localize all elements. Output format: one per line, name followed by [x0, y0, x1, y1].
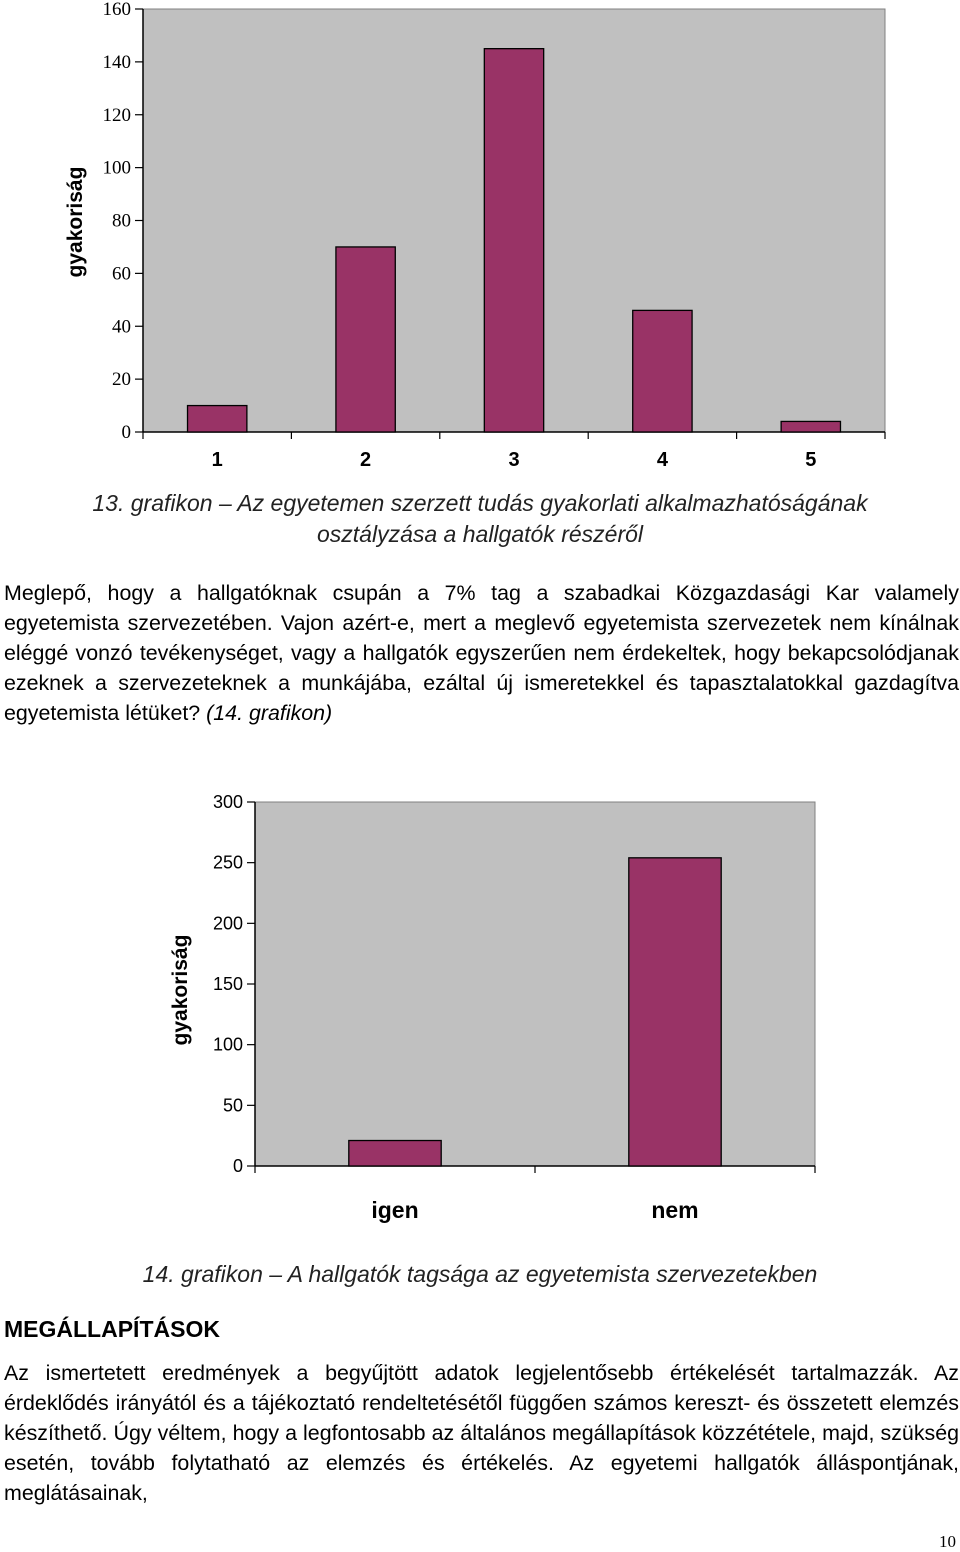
chart14-y-tick-label: 300 [212, 792, 243, 812]
chart14-plot-area [255, 802, 815, 1166]
chart14-y-tick-label: 150 [212, 974, 243, 994]
paragraph-1-ref: (14. grafikon) [206, 701, 333, 725]
chart13-x-tick-label: 3 [508, 449, 520, 471]
chart13-x-tick-label: 4 [656, 449, 668, 471]
chart14-y-tick-label: 100 [212, 1034, 243, 1055]
chart14-x-tick-label: nem [651, 1197, 699, 1223]
chart-14-caption: 14. grafikon – A hallgatók tagsága az egyetemista szervezetekben [142, 1261, 818, 1287]
paragraph-1-text: Meglepő, hogy a hallgatóknak csupán a 7% tag a szabadkai Közgazdasági Kar valamely egyetemista szervezetében. Vajon azért-e, mert a meglevő egyetemista szervezetek nem kínálnak eléggé vonzó tevékenységet, vagy a hallgatók egyszerűen nem érdekeltek, hogy bekapcsolódjanak ezeknek a szervezeteknek a munkájába, ezáltal új ismeretekkel és tapasztalatokkal gazdagítva egyetemista létüket? [4, 581, 959, 725]
section-heading: MEGÁLLAPÍTÁSOK [4, 1316, 220, 1342]
chart13-y-axis-label: gyakoriság [64, 166, 87, 278]
chart14-y-tick-label: 0 [232, 1156, 243, 1176]
chart13-x-tick-label: 2 [360, 449, 372, 471]
chart14-y-tick-label: 200 [212, 913, 243, 934]
chart13-x-tick-label: 5 [805, 449, 817, 471]
chart13-y-tick-label: 160 [102, 0, 131, 20]
chart14-y-tick-label: 50 [222, 1095, 243, 1116]
paragraph-2: Az ismertetett eredmények a begyűjtött adatok legjelentősebb értékelését tartalmazzák. Az érdeklődés irányától és a tájékoztató rendeltetésétől függően számos kereszt- és összetett elemzés készíthető. Úgy véltem, hogy a legfontosabb az általános megállapítások közzététele, majd, szükség esetén, tovább folytatható az elemzés és értékelés. Az egyetemi hallgatók álláspontjának, meglátásainak, [4, 1361, 959, 1505]
chart13-y-tick-label: 100 [102, 157, 131, 179]
chart-13-caption-line1: 13. grafikon – Az egyetemen szerzett tudás gyakorlati alkalmazhatóságának [92, 490, 868, 516]
chart13-y-tick-label: 60 [112, 263, 131, 285]
chart13-x-tick-label: 1 [211, 449, 223, 471]
chart14-y-tick-label: 250 [212, 852, 243, 873]
chart13-y-tick-label: 140 [102, 51, 131, 73]
chart13-y-tick-label: 120 [102, 104, 131, 126]
chart14-y-axis-label: gyakoriság [169, 934, 192, 1046]
chart13-y-tick-label: 40 [112, 316, 131, 338]
chart14-x-tick-label: igen [371, 1197, 419, 1223]
chart-13-caption-line2: osztályzása a hallgatók részéről [317, 521, 643, 547]
chart13-y-tick-label: 20 [112, 369, 131, 391]
chart13-y-tick-label: 80 [112, 210, 131, 232]
chart13-y-tick-label: 0 [121, 422, 131, 443]
chart14-bar [349, 1141, 441, 1166]
page-number: 10 [939, 1532, 956, 1551]
chart14-bar [629, 858, 721, 1166]
